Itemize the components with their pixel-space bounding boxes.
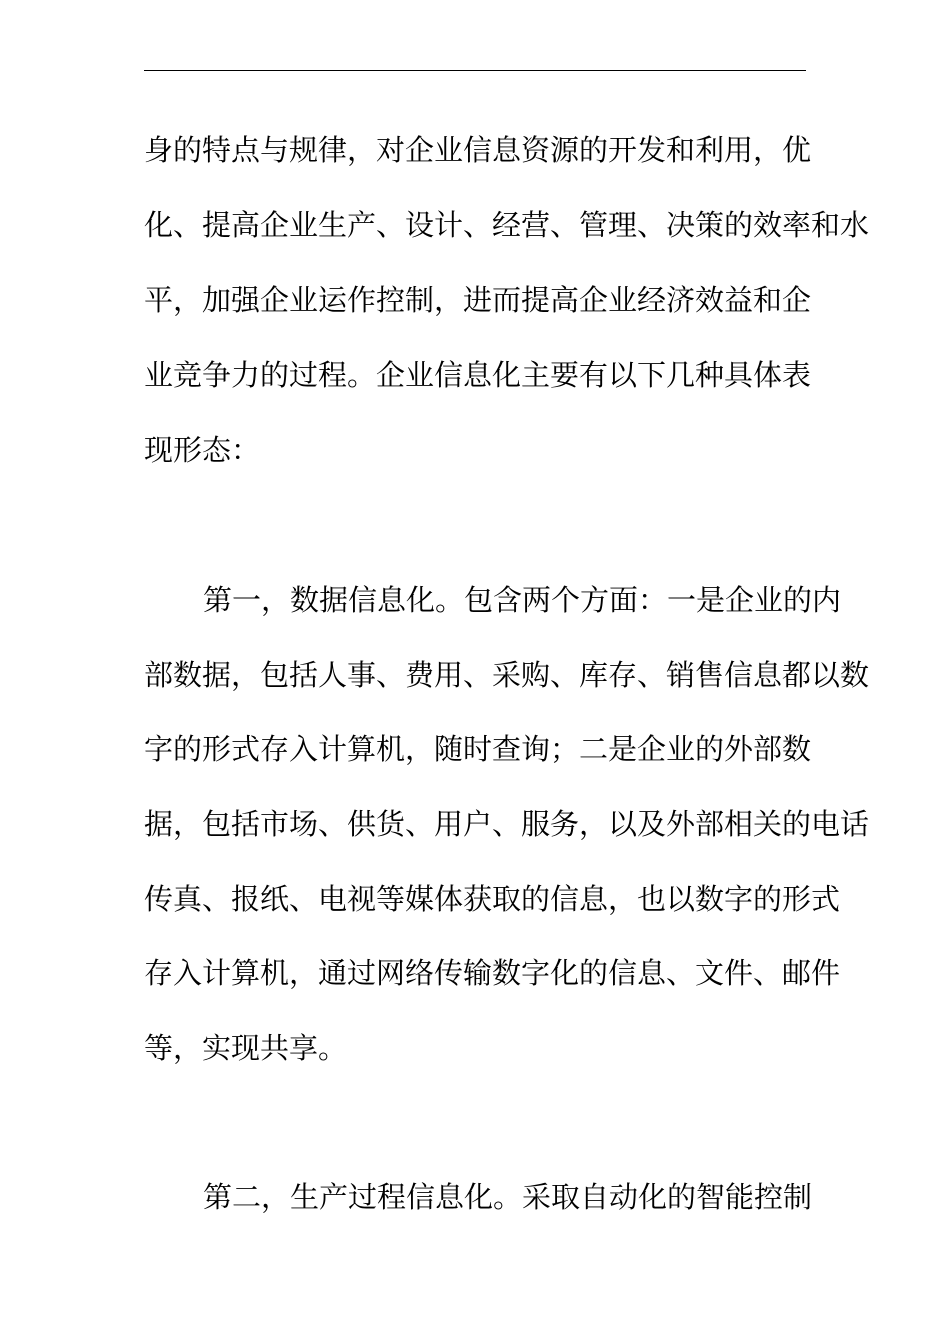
header-rule (144, 70, 806, 71)
paragraph-1-line-5: 现形态： (144, 433, 261, 467)
paragraph-2-line-5: 传真、报纸、电视等媒体获取的信息，也以数字的形式 (144, 882, 841, 916)
paragraph-3-line-1: 第二，生产过程信息化。采取自动化的智能控制 (203, 1180, 813, 1214)
paragraph-2-line-1: 第一，数据信息化。包含两个方面：一是企业的内 (203, 583, 842, 617)
paragraph-2-line-7: 等，实现共享。 (144, 1031, 348, 1065)
paragraph-1-line-3: 平，加强企业运作控制，进而提高企业经济效益和企 (144, 283, 812, 317)
paragraph-1-line-2: 化、提高企业生产、设计、经营、管理、决策的效率和水 (144, 208, 870, 242)
paragraph-1-line-1: 身的特点与规律，对企业信息资源的开发和利用，优 (144, 133, 812, 167)
paragraph-2-line-3: 字的形式存入计算机，随时查询；二是企业的外部数 (144, 732, 812, 766)
paragraph-2-line-4: 据，包括市场、供货、用户、服务，以及外部相关的电话 (144, 807, 870, 841)
paragraph-2-line-6: 存入计算机，通过网络传输数字化的信息、文件、邮件 (144, 956, 841, 990)
paragraph-1-line-4: 业竞争力的过程。企业信息化主要有以下几种具体表 (144, 358, 812, 392)
paragraph-2-line-2: 部数据，包括人事、费用、采购、库存、销售信息都以数 (144, 658, 870, 692)
